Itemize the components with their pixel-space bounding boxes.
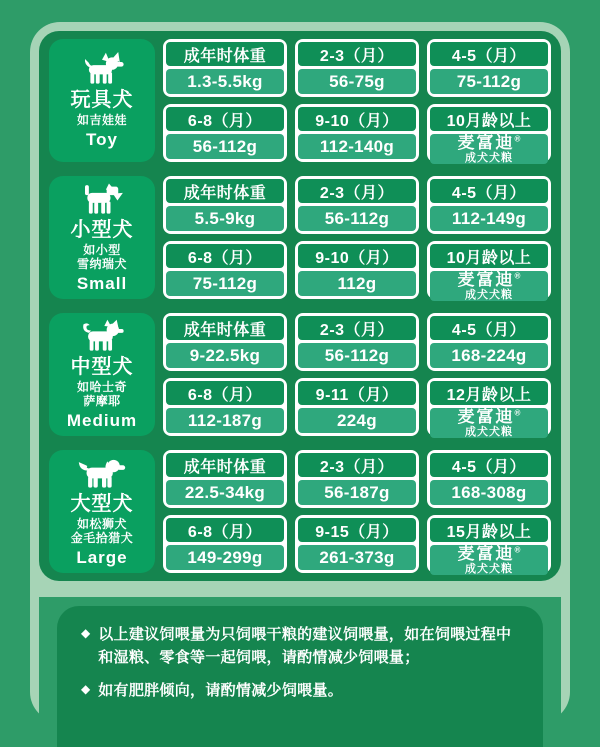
cell-header: 9-10（月）	[298, 107, 416, 131]
feeding-cell	[295, 241, 419, 299]
category-english: Toy	[86, 130, 118, 150]
brand-product-text: 成犬犬粮	[465, 425, 513, 438]
cell-header: 2-3（月）	[298, 42, 416, 66]
cell-header: 9-15（月）	[298, 518, 416, 542]
feeding-cell	[427, 313, 551, 371]
brand-product-text: 成犬犬粮	[465, 562, 513, 575]
brand-logo-text: 麦富迪®	[457, 544, 521, 563]
category-name: 玩具犬	[70, 88, 134, 111]
feeding-cell	[163, 515, 287, 573]
diamond-bullet-icon: ◆	[81, 626, 91, 640]
feeding-cell-brand	[427, 104, 551, 162]
feeding-cell	[295, 378, 419, 436]
notes-panel	[57, 606, 543, 747]
cell-header: 成年时体重	[166, 453, 284, 477]
category-subtitle: 如吉娃娃	[76, 112, 127, 127]
cell-value: 112g	[298, 271, 416, 296]
cell-header: 6-8（月）	[166, 518, 284, 542]
cell-header: 2-3（月）	[298, 316, 416, 340]
retriever-icon	[73, 456, 131, 490]
cell-header: 6-8（月）	[166, 107, 284, 131]
cell-value: 224g	[298, 408, 416, 433]
registered-mark: ®	[514, 545, 521, 555]
note-item	[81, 679, 521, 702]
cell-value: 56-112g	[298, 206, 416, 231]
category-tile-large	[49, 450, 155, 573]
cell-value: 75-112g	[430, 69, 548, 94]
cell-header: 10月龄以上	[430, 244, 548, 268]
brand-product-text: 成犬犬粮	[465, 151, 513, 164]
notes-section	[39, 597, 561, 737]
feeding-cell	[427, 176, 551, 234]
note-text: 如有肥胖倾向，请酌情减少饲喂量。	[98, 681, 344, 699]
category-tile-toy	[49, 39, 155, 162]
cell-header: 15月龄以上	[430, 518, 548, 542]
brand-cell-value	[430, 545, 548, 575]
feeding-cell-brand	[427, 241, 551, 299]
category-english: Large	[76, 548, 128, 568]
feeding-cell	[295, 450, 419, 508]
feeding-cell	[295, 515, 419, 573]
feeding-guide-frame	[30, 22, 570, 722]
cell-header: 2-3（月）	[298, 453, 416, 477]
cell-value: 75-112g	[166, 271, 284, 296]
shiba-icon	[73, 319, 131, 353]
registered-mark: ®	[514, 408, 521, 418]
cell-header: 10月龄以上	[430, 107, 548, 131]
feeding-cell	[295, 313, 419, 371]
category-subtitle-2: 萨摩耶	[83, 393, 121, 408]
brand-product-text: 成犬犬粮	[465, 288, 513, 301]
cell-header: 9-10（月）	[298, 244, 416, 268]
cell-value: 112-187g	[166, 408, 284, 433]
feeding-cell	[163, 39, 287, 97]
cell-header: 6-8（月）	[166, 381, 284, 405]
chihuahua-icon	[73, 52, 131, 86]
category-english: Medium	[66, 411, 138, 431]
cell-value: 149-299g	[166, 545, 284, 570]
category-name: 小型犬	[70, 218, 134, 241]
feeding-cell	[163, 313, 287, 371]
cell-value: 56-112g	[166, 134, 284, 159]
category-subtitle: 如哈士奇	[76, 380, 127, 395]
note-text: 以上建议饲喂量为只饲喂干粮的建议饲喂量，如在饲喂过程中和湿粮、零食等一起饲喂，请酌情减少饲喂量；	[98, 626, 512, 667]
schnauzer-icon	[73, 182, 131, 216]
feeding-cell-brand	[427, 515, 551, 573]
diamond-bullet-icon: ◆	[81, 681, 91, 696]
brand-cell-value	[430, 271, 548, 301]
note-item	[81, 623, 521, 670]
feeding-cell	[427, 39, 551, 97]
cell-value: 5.5-9kg	[166, 206, 284, 231]
feeding-cell	[163, 378, 287, 436]
cell-header: 9-11（月）	[298, 381, 416, 405]
cell-header: 4-5（月）	[430, 42, 548, 66]
registered-mark: ®	[514, 271, 521, 281]
registered-mark: ®	[514, 134, 521, 144]
cell-value: 22.5-34kg	[166, 480, 284, 505]
category-subtitle: 如小型	[83, 243, 121, 258]
brand-cell-value	[430, 134, 548, 164]
cell-header: 4-5（月）	[430, 179, 548, 203]
brand-logo-text: 麦富迪®	[457, 133, 521, 152]
cell-value: 168-308g	[430, 480, 548, 505]
cell-header: 12月龄以上	[430, 381, 548, 405]
cell-header: 成年时体重	[166, 42, 284, 66]
feeding-table	[39, 31, 561, 581]
cell-value: 112-140g	[298, 134, 416, 159]
table-row	[49, 450, 551, 573]
cell-header: 成年时体重	[166, 316, 284, 340]
cell-value: 56-112g	[298, 343, 416, 368]
table-row	[49, 39, 551, 162]
table-row	[49, 313, 551, 436]
cell-value: 9-22.5kg	[166, 343, 284, 368]
feeding-cell	[163, 104, 287, 162]
category-subtitle: 如松狮犬	[76, 517, 127, 532]
feeding-cell	[427, 450, 551, 508]
cell-value: 56-75g	[298, 69, 416, 94]
cell-header: 4-5（月）	[430, 453, 548, 477]
brand-logo-text: 麦富迪®	[457, 270, 521, 289]
category-name: 大型犬	[70, 492, 134, 515]
feeding-cell	[295, 104, 419, 162]
feeding-cell	[295, 176, 419, 234]
cell-value: 168-224g	[430, 343, 548, 368]
cell-value: 56-187g	[298, 480, 416, 505]
category-subtitle-2: 雪纳瑞犬	[76, 256, 127, 271]
cell-header: 成年时体重	[166, 179, 284, 203]
category-subtitle-2: 金毛拾猎犬	[70, 530, 134, 545]
cell-header: 6-8（月）	[166, 244, 284, 268]
cell-value: 261-373g	[298, 545, 416, 570]
category-english: Small	[76, 274, 128, 294]
brand-logo-text: 麦富迪®	[457, 407, 521, 426]
cell-value: 1.3-5.5kg	[166, 69, 284, 94]
category-tile-medium	[49, 313, 155, 436]
feeding-cell	[163, 176, 287, 234]
category-name: 中型犬	[70, 355, 134, 378]
feeding-cell-brand	[427, 378, 551, 436]
cell-header: 2-3（月）	[298, 179, 416, 203]
cell-value: 112-149g	[430, 206, 548, 231]
brand-cell-value	[430, 408, 548, 438]
feeding-cell	[163, 450, 287, 508]
feeding-cell	[295, 39, 419, 97]
category-tile-small	[49, 176, 155, 299]
cell-header: 4-5（月）	[430, 316, 548, 340]
feeding-cell	[163, 241, 287, 299]
table-row	[49, 176, 551, 299]
